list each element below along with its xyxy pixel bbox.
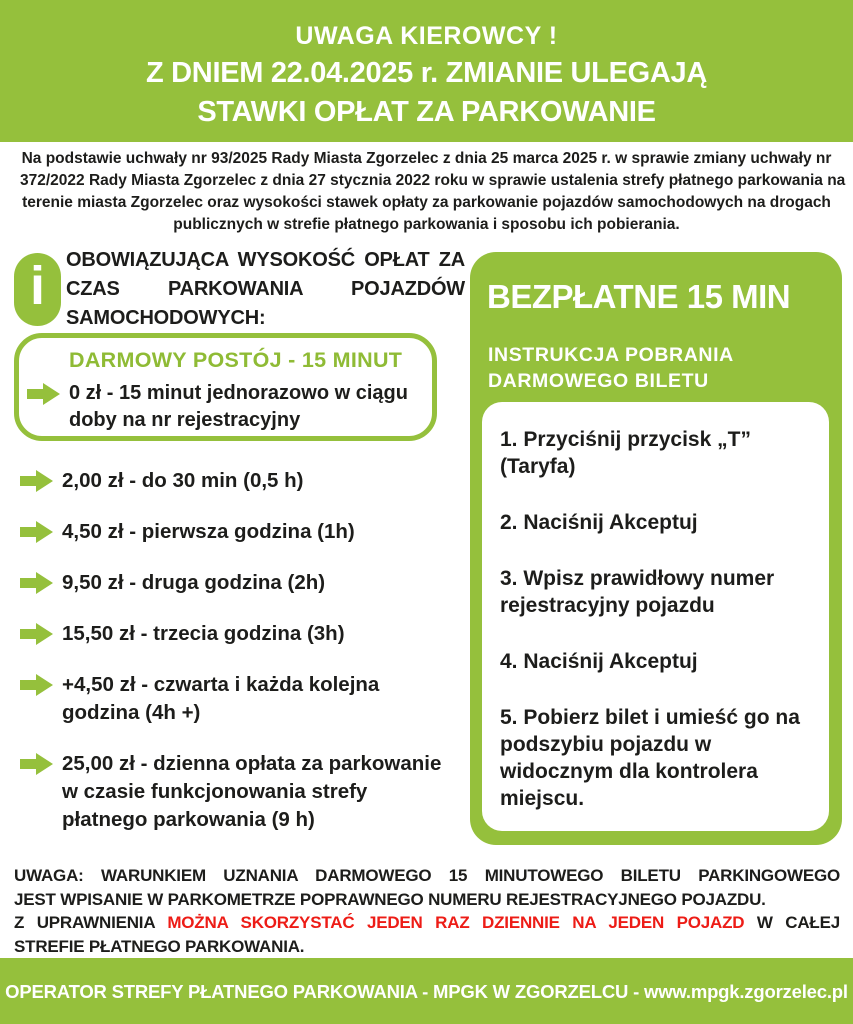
list-item — [20, 467, 458, 495]
legal-line: Na podstawie uchwały nr 93/2025 Rady Miasta Zgorzelec z dnia 25 marca 2025 r. w sprawie zmiany uchwały nr — [21, 150, 832, 167]
header-line-date: Z DNIEM 22.04.2025 r. ZMIANIE ULEGAJĄ — [145, 57, 707, 89]
free-15-min-panel — [470, 252, 842, 845]
notice-line: UWAGA: WARUNKIEM UZNANIA DARMOWEGO 15 MINUTOWEGO BILETU PARKINGOWEGO — [14, 866, 840, 885]
instructions-box — [482, 402, 829, 831]
free-parking-box — [14, 333, 437, 441]
notice-red-text: MOŻNA SKORZYSTAĆ JEDEN RAZ DZIENNIE NA JEDEN POJAZD — [167, 913, 745, 932]
arrow-icon — [20, 674, 54, 696]
info-icon: i — [14, 253, 61, 326]
instruction-step: 4. Naciśnij Akceptuj — [500, 650, 698, 673]
list-item — [20, 671, 458, 727]
instruction-step: 3. Wpisz prawidłowy numer rejestracyjny pojazdu — [500, 567, 775, 617]
fees-heading — [66, 246, 465, 333]
arrow-icon — [20, 572, 54, 594]
arrow-icon — [20, 623, 54, 645]
price-item-text: 4,50 zł - pierwsza godzina (1h) — [62, 520, 355, 543]
fees-heading-line: SAMOCHODOWYCH: — [66, 307, 266, 329]
footer-bar — [0, 958, 853, 1024]
fees-heading-line: OBOWIĄZUJĄCA WYSOKOŚĆ OPŁAT ZA — [66, 249, 465, 271]
list-item — [20, 750, 458, 834]
list-item — [20, 569, 458, 597]
panel-subtitle-line: INSTRUKCJA POBRANIA — [488, 344, 734, 366]
price-item-text: +4,50 zł - czwarta i każda kolejna godzina (4h +) — [62, 673, 380, 724]
instruction-step: 2. Naciśnij Akceptuj — [500, 511, 698, 534]
notice-line: STREFIE PŁATNEGO PARKOWANIA. — [14, 936, 305, 956]
panel-subtitle-line: DARMOWEGO BILETU — [488, 370, 709, 392]
price-item-text: 2,00 zł - do 30 min (0,5 h) — [62, 469, 304, 492]
panel-subtitle — [488, 342, 828, 394]
list-item — [20, 620, 458, 648]
notice-line: JEST WPISANIE W PARKOMETRZE POPRAWNEGO NUMERU REJESTRACYJNEGO POJAZDU. — [14, 889, 766, 909]
header-line-attention: UWAGA KIEROWCY ! — [295, 22, 558, 50]
instruction-step: 5. Pobierz bilet i umieść go na podszybiu pojazdu w widocznym dla kontrolera miejscu. — [500, 706, 800, 810]
price-item-text: 15,50 zł - trzecia godzina (3h) — [62, 622, 345, 645]
free-parking-row — [27, 380, 422, 434]
arrow-icon — [20, 753, 54, 775]
instruction-step: 1. Przyciśnij przycisk „T” (Taryfa) — [500, 428, 751, 478]
header-banner — [0, 0, 853, 142]
legal-line: 372/2022 Rady Miasta Zgorzelec z dnia 27 stycznia 2022 roku w sprawie ustalenia strefy płatnego parkowania na — [20, 172, 846, 189]
notice-line — [14, 911, 840, 935]
price-list — [20, 467, 458, 857]
bottom-notice — [14, 864, 840, 958]
legal-line: publicznych w strefie płatnego parkowania i sposobu ich pobierania. — [173, 216, 680, 233]
free-parking-title: DARMOWY POSTÓJ - 15 MINUT — [69, 348, 403, 372]
list-item — [20, 518, 458, 546]
notice-black-text: Z UPRAWNIENIA — [14, 913, 155, 932]
fees-heading-line: CZAS PARKOWANIA POJAZDÓW — [66, 278, 465, 300]
price-item-text: 9,50 zł - druga godzina (2h) — [62, 571, 326, 594]
arrow-icon — [20, 521, 54, 543]
panel-title: BEZPŁATNE 15 MIN — [487, 278, 791, 315]
footer-text: OPERATOR STREFY PŁATNEGO PARKOWANIA - MPGK W ZGORZELCU - www.mpgk.zgorzelec.pl — [5, 981, 848, 1002]
legal-line: terenie miasta Zgorzelec oraz wysokości stawek opłaty za parkowanie pojazdów samochodowych na drogach — [22, 194, 831, 211]
arrow-icon — [27, 383, 61, 405]
notice-black-text: W CAŁEJ — [756, 913, 841, 932]
free-parking-text: 0 zł - 15 minut jednorazowo w ciągu doby na nr rejestracyjny — [69, 382, 408, 431]
header-line-subject: STAWKI OPŁAT ZA PARKOWANIE — [197, 96, 656, 128]
price-item-text: 25,00 zł - dzienna opłata za parkowanie w czasie funkcjonowania strefy płatnego parkowania (9 h) — [62, 752, 442, 831]
legal-basis-paragraph — [20, 148, 846, 236]
arrow-icon — [20, 470, 54, 492]
